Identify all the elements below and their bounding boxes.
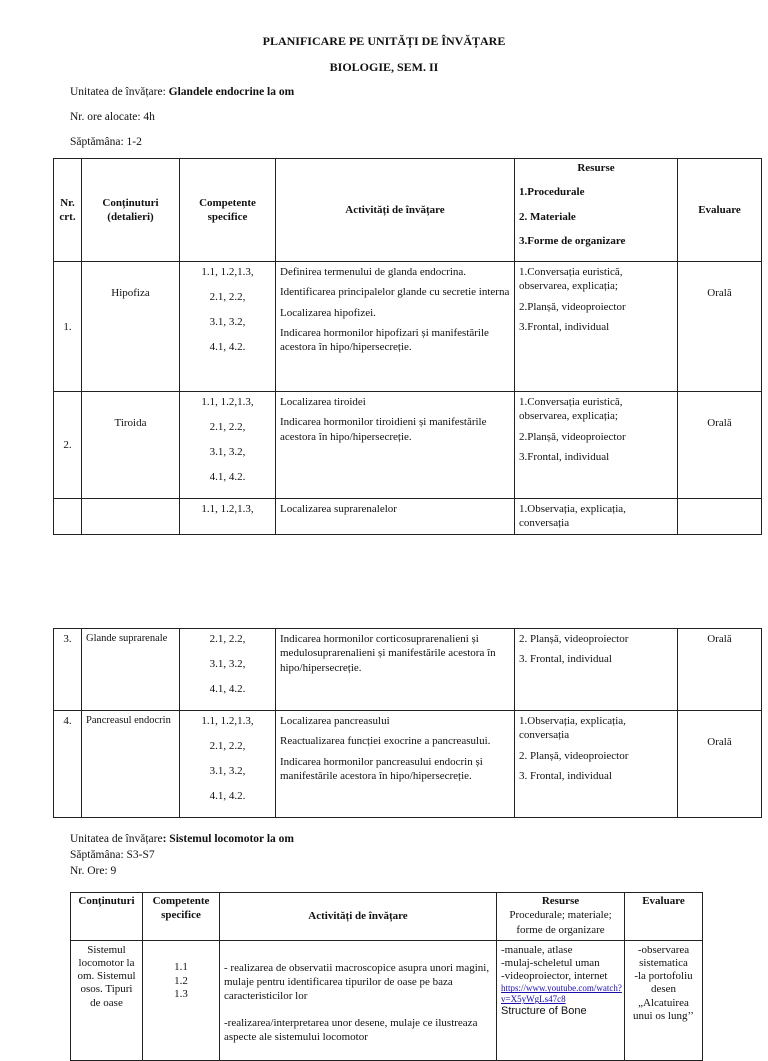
header-content: Conținuturi	[71, 893, 143, 941]
activity: Indicarea hormonilor tiroidieni și manifestările acestora în hipo/hipersecreție.	[280, 416, 487, 443]
unit2-label: Unitatea de învățare	[70, 833, 163, 845]
competence-line: 2.1, 2.2,	[209, 291, 246, 304]
unit2-week-line: Săptămâna: S3-S7	[70, 849, 155, 861]
activity: Reactualizarea funcției exocrine a pancreasului.	[280, 735, 491, 748]
row-resources	[515, 711, 678, 818]
row-nr: 2.	[54, 392, 82, 499]
header-nr: Nr. crt.	[54, 159, 82, 262]
resource: 3.Frontal, individual	[519, 451, 610, 464]
row-activities	[220, 940, 497, 1060]
header-competences: Competente specifice	[143, 893, 220, 941]
row-resources	[515, 499, 678, 535]
hours-line: Nr. ore alocate: 4h	[70, 111, 155, 123]
row-content: Tiroida	[82, 392, 180, 499]
competence-line: 3.1, 3.2,	[209, 316, 246, 329]
table-header-row	[54, 159, 762, 262]
header-evaluation: Evaluare	[625, 893, 703, 941]
competence-line: 4.1, 4.2.	[209, 683, 246, 695]
header-competences: Competente specifice	[180, 159, 276, 262]
resource: -mulaj-scheletul uman	[501, 957, 600, 970]
competence-line: 2.1, 2.2,	[209, 421, 246, 434]
activity: Identificarea principalelor glande cu secretie interna	[280, 286, 510, 299]
activity: Localizarea hipofizei.	[280, 306, 376, 319]
activity: Localizarea pancreasului	[280, 715, 390, 727]
table-row	[54, 392, 762, 499]
resource: -videoproiector, internet	[501, 970, 608, 983]
competence-line: 2.1, 2.2,	[209, 633, 246, 645]
competence-line: 1.1, 1.2,1.3,	[201, 503, 254, 516]
header-resources	[515, 159, 678, 262]
row-content: Sistemul locomotor la om. Sistemul osos. Tipuri de oase	[71, 940, 143, 1060]
resource: 2. Planșă, videoproiector	[519, 749, 629, 762]
competence-line: 1.1, 1.2,1.3,	[201, 715, 254, 727]
header-activities: Activități de învățare	[220, 893, 497, 941]
unit-label: Unitatea de învățare:	[70, 86, 169, 98]
row-competences	[180, 629, 276, 711]
row-nr: 4.	[54, 711, 82, 818]
competence-line: 4.1, 4.2.	[209, 471, 246, 484]
competence-line: 3.1, 3.2,	[209, 765, 246, 777]
activity: -realizarea/interpretarea unor desene, mulaje ce ilustreaza aspecte ale sistemului locomotor	[224, 1016, 478, 1044]
resource: Structure of Bone	[501, 1005, 587, 1018]
resource: 3. Frontal, individual	[519, 769, 612, 782]
unit-line	[70, 85, 294, 100]
activity: Indicarea hormonilor hipofizari și manifestările acestora în hipo/hipersecreție.	[280, 327, 489, 354]
competence-line: 1.3	[174, 988, 188, 1001]
resource: 3.Frontal, individual	[519, 321, 610, 334]
row-competences	[180, 711, 276, 818]
evaluation-item: -observarea sistematica	[637, 943, 690, 970]
competence-line: 1.2	[174, 974, 188, 987]
row-resources	[497, 940, 625, 1060]
header-content: Conținuturi (detalieri)	[82, 159, 180, 262]
planning-table-2	[53, 628, 762, 818]
row-content: Pancreasul endocrin	[82, 711, 180, 818]
resources-organization: 3.Forme de organizare	[519, 234, 626, 247]
row-activities	[276, 711, 515, 818]
activity: Indicarea hormonilor pancreasului endocrin și manifestările acestora în hipo/hipersecreție.	[280, 755, 483, 782]
row-evaluation: Orală	[678, 262, 762, 392]
page-subtitle: BIOLOGIE, SEM. II	[329, 60, 439, 74]
header-resources	[497, 893, 625, 941]
row-content: Hipofiza	[82, 262, 180, 392]
row-competences	[143, 940, 220, 1060]
page-title: PLANIFICARE PE UNITĂȚI DE ÎNVĂȚARE	[262, 34, 506, 48]
youtube-link[interactable]: https://www.youtube.com/watch?v=X5yWgLs47c8	[501, 983, 622, 1005]
row-competences	[180, 262, 276, 392]
resource: 1.Conversația euristică, observarea, explicația;	[519, 266, 623, 293]
table-row	[54, 499, 762, 535]
row-activities	[276, 499, 515, 535]
resources-procedural: 1.Procedurale	[519, 186, 585, 199]
resources-materials: 2. Materiale	[519, 210, 576, 223]
row-activities	[276, 392, 515, 499]
row-content	[82, 499, 180, 535]
planning-table-1	[53, 158, 762, 535]
row-evaluation: Orală	[678, 392, 762, 499]
competence-line: 3.1, 3.2,	[209, 658, 246, 670]
row-evaluation: Orală	[678, 711, 762, 818]
row-activities	[276, 262, 515, 392]
row-competences	[180, 499, 276, 535]
competence-line: 2.1, 2.2,	[209, 740, 246, 752]
unit2-name: : Sistemul locomotor la om	[162, 833, 294, 845]
table-row	[54, 629, 762, 711]
week-line: Săptămâna: 1-2	[70, 136, 142, 148]
competence-line: 3.1, 3.2,	[209, 446, 246, 459]
unit2-line	[70, 832, 294, 847]
competence-line: 1.1, 1.2,1.3,	[201, 396, 254, 409]
activity: Definirea termenului de glanda endocrina.	[280, 266, 467, 279]
planning-table-3	[70, 892, 703, 1061]
row-activities	[276, 629, 515, 711]
row-nr: 1.	[54, 262, 82, 392]
resource: 1.Observația, explicația, conversația	[519, 715, 626, 742]
competence-line: 4.1, 4.2.	[209, 341, 246, 354]
row-evaluation: Orală	[678, 629, 762, 711]
activity: Localizarea suprarenalelor	[280, 503, 397, 516]
row-competences	[180, 392, 276, 499]
header-evaluation: Evaluare	[678, 159, 762, 262]
competence-line: 4.1, 4.2.	[209, 790, 246, 802]
row-content: Glande suprarenale	[82, 629, 180, 711]
row-resources	[515, 262, 678, 392]
resources-title: Resurse	[541, 895, 580, 907]
row-evaluation	[678, 499, 762, 535]
row-resources	[515, 392, 678, 499]
row-nr	[54, 499, 82, 535]
evaluation-item: -la portofoliu desen „Alcatuirea unui os lung’’	[633, 970, 694, 1022]
resource: 2.Planșă, videoproiector	[519, 300, 626, 313]
row-nr: 3.	[54, 629, 82, 711]
activity: Indicarea hormonilor corticosuprarenalieni și medulosuprarenalieni și manifestările acestora în hipo/hipersecreție.	[280, 633, 496, 674]
resources-title: Resurse	[577, 162, 615, 174]
row-evaluation	[625, 940, 703, 1060]
competence-line: 1.1	[174, 960, 188, 973]
resource: 2. Planșă, videoproiector	[519, 633, 629, 645]
unit2-hours-line: Nr. Ore: 9	[70, 865, 117, 877]
resource: 1.Conversația euristică, observarea, explicația;	[519, 396, 623, 423]
header-activities: Activități de învățare	[276, 159, 515, 262]
activity: - realizarea de observatii macroscopice asupra unori magini, mulaje pentru identificarea tipurilor de oase pe baza caracteristicilor lor	[224, 961, 490, 1003]
resource: 3. Frontal, individual	[519, 653, 612, 666]
table-row	[54, 262, 762, 392]
activity: Localizarea tiroidei	[280, 396, 366, 409]
resources-subtitle: Procedurale; materiale; forme de organizare	[509, 909, 612, 936]
competence-line: 1.1, 1.2,1.3,	[201, 266, 254, 279]
table-row	[54, 711, 762, 818]
row-resources	[515, 629, 678, 711]
unit-name: Glandele endocrine la om	[168, 86, 295, 98]
resource: -manuale, atlase	[501, 943, 573, 956]
resource: 1.Observația, explicația, conversația	[519, 503, 626, 530]
resource: 2.Planșă, videoproiector	[519, 430, 626, 443]
table-row	[71, 940, 703, 1060]
table-header-row	[71, 893, 703, 941]
